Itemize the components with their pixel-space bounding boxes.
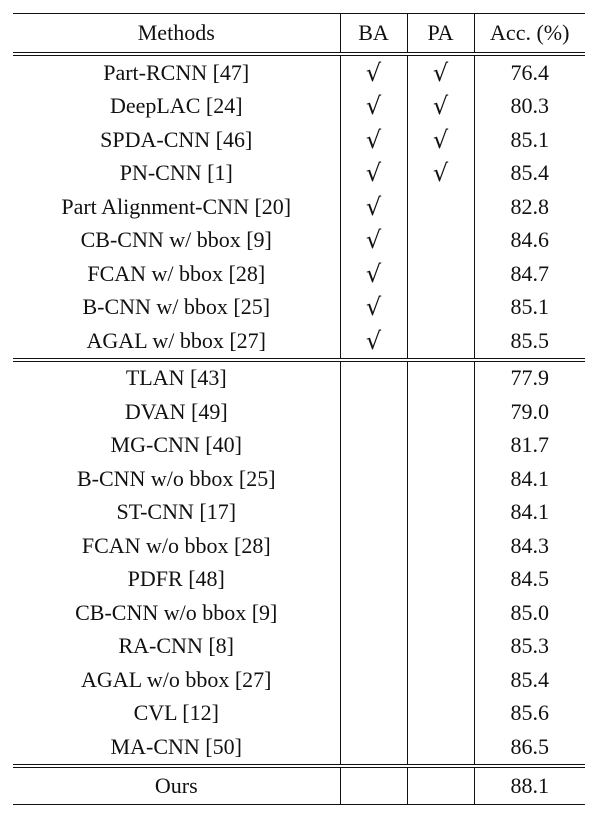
pa-cell	[407, 224, 474, 258]
accuracy-value: 81.7	[510, 432, 549, 458]
group-ours	[13, 766, 585, 805]
table-row	[13, 257, 585, 291]
method-name: B-CNN w/ bbox [25]	[13, 291, 340, 325]
method-name: CB-CNN w/o bbox [9]	[13, 596, 340, 630]
table-row	[13, 462, 585, 496]
accuracy-value: 85.6	[510, 700, 549, 726]
accuracy-value: 84.7	[510, 260, 549, 286]
table-row	[13, 596, 585, 630]
check-mark-icon: √	[365, 159, 382, 188]
pa-cell	[407, 395, 474, 429]
check-mark-icon: √	[432, 159, 449, 188]
table-row	[13, 123, 585, 157]
check-mark-icon: √	[365, 259, 382, 288]
table-row	[13, 496, 585, 530]
ba-cell	[340, 90, 407, 124]
pa-cell	[407, 730, 474, 766]
accuracy-value: 85.5	[510, 327, 549, 353]
ba-cell	[340, 462, 407, 496]
pa-cell	[407, 291, 474, 325]
check-mark-icon: √	[365, 226, 382, 255]
pa-cell	[407, 90, 474, 124]
ba-cell	[340, 730, 407, 766]
ba-cell	[340, 395, 407, 429]
pa-cell	[407, 596, 474, 630]
pa-cell	[407, 697, 474, 731]
group-part-annotation	[13, 54, 585, 360]
table-row	[13, 429, 585, 463]
check-mark-icon: √	[365, 192, 382, 221]
method-name: MG-CNN [40]	[13, 429, 340, 463]
check-mark-icon: √	[365, 92, 382, 121]
table-row	[13, 224, 585, 258]
pa-cell	[407, 54, 474, 90]
method-name: DVAN [49]	[13, 395, 340, 429]
accuracy-value: 85.4	[510, 160, 549, 186]
ba-cell	[340, 360, 407, 396]
method-name: CB-CNN w/ bbox [9]	[13, 224, 340, 258]
header-accuracy: Acc. (%)	[474, 14, 585, 55]
accuracy-value: 76.4	[510, 59, 549, 85]
method-name: AGAL w/ bbox [27]	[13, 324, 340, 360]
check-mark-icon: √	[365, 125, 382, 154]
table-row	[13, 730, 585, 766]
accuracy-value: 84.3	[510, 532, 549, 558]
table-row	[13, 360, 585, 396]
accuracy-value: 80.3	[510, 93, 549, 119]
table-row	[13, 697, 585, 731]
ba-cell	[340, 496, 407, 530]
table-row	[13, 54, 585, 90]
pa-cell	[407, 360, 474, 396]
accuracy-value: 85.4	[510, 666, 549, 692]
method-name: B-CNN w/o bbox [25]	[13, 462, 340, 496]
method-name: PN-CNN [1]	[13, 157, 340, 191]
ba-cell	[340, 630, 407, 664]
method-name: Part Alignment-CNN [20]	[13, 190, 340, 224]
method-name: RA-CNN [8]	[13, 630, 340, 664]
accuracy-value: 82.8	[510, 193, 549, 219]
header-ba: BA	[340, 14, 407, 55]
pa-cell	[407, 462, 474, 496]
header-pa: PA	[407, 14, 474, 55]
table-row	[13, 563, 585, 597]
accuracy-value: 86.5	[510, 733, 549, 759]
accuracy-value: 84.1	[510, 499, 549, 525]
header-methods: Methods	[13, 14, 340, 55]
pa-cell	[407, 663, 474, 697]
ba-cell	[340, 157, 407, 191]
check-mark-icon: √	[365, 58, 382, 87]
check-mark-icon: √	[432, 58, 449, 87]
check-mark-icon: √	[365, 326, 382, 355]
accuracy-value: 85.3	[510, 633, 549, 659]
pa-cell	[407, 257, 474, 291]
ba-cell	[340, 596, 407, 630]
accuracy-value: 85.1	[510, 294, 549, 320]
pa-cell	[407, 157, 474, 191]
ba-cell	[340, 54, 407, 90]
table-header	[13, 14, 585, 55]
method-name: Ours	[13, 766, 340, 805]
ba-cell	[340, 529, 407, 563]
method-name: CVL [12]	[13, 697, 340, 731]
table-row	[13, 90, 585, 124]
pa-cell	[407, 563, 474, 597]
accuracy-value: 84.1	[510, 465, 549, 491]
accuracy-value: 88.1	[474, 766, 585, 805]
ba-cell	[340, 429, 407, 463]
ba-cell	[340, 190, 407, 224]
method-name: ST-CNN [17]	[13, 496, 340, 530]
table-row	[13, 395, 585, 429]
table-row	[13, 529, 585, 563]
ba-cell	[340, 324, 407, 360]
pa-cell	[407, 766, 474, 805]
table-row	[13, 324, 585, 360]
accuracy-value: 85.0	[510, 599, 549, 625]
ba-cell	[340, 224, 407, 258]
group-no-annotation	[13, 360, 585, 766]
table-row-ours	[13, 766, 585, 805]
table-row	[13, 157, 585, 191]
table-row	[13, 663, 585, 697]
method-name: TLAN [43]	[13, 360, 340, 396]
method-name: AGAL w/o bbox [27]	[13, 663, 340, 697]
accuracy-value: 79.0	[510, 398, 549, 424]
ba-cell	[340, 697, 407, 731]
results-table	[13, 13, 585, 805]
ba-cell	[340, 663, 407, 697]
table-row	[13, 190, 585, 224]
check-mark-icon: √	[365, 293, 382, 322]
accuracy-value: 84.5	[510, 566, 549, 592]
method-name: FCAN w/o bbox [28]	[13, 529, 340, 563]
method-name: Part-RCNN [47]	[13, 54, 340, 90]
ba-cell	[340, 291, 407, 325]
pa-cell	[407, 429, 474, 463]
ba-cell	[340, 563, 407, 597]
accuracy-value: 85.1	[510, 126, 549, 152]
table-row	[13, 630, 585, 664]
method-name: SPDA-CNN [46]	[13, 123, 340, 157]
ba-cell	[340, 257, 407, 291]
pa-cell	[407, 123, 474, 157]
check-mark-icon: √	[432, 125, 449, 154]
header-row	[13, 14, 585, 55]
pa-cell	[407, 324, 474, 360]
method-name: MA-CNN [50]	[13, 730, 340, 766]
check-mark-icon: √	[432, 92, 449, 121]
ba-cell	[340, 766, 407, 805]
accuracy-value: 84.6	[510, 227, 549, 253]
pa-cell	[407, 496, 474, 530]
method-name: FCAN w/ bbox [28]	[13, 257, 340, 291]
method-name: PDFR [48]	[13, 563, 340, 597]
pa-cell	[407, 630, 474, 664]
ba-cell	[340, 123, 407, 157]
pa-cell	[407, 190, 474, 224]
method-name: DeepLAC [24]	[13, 90, 340, 124]
pa-cell	[407, 529, 474, 563]
accuracy-value: 77.9	[474, 360, 585, 396]
table-row	[13, 291, 585, 325]
